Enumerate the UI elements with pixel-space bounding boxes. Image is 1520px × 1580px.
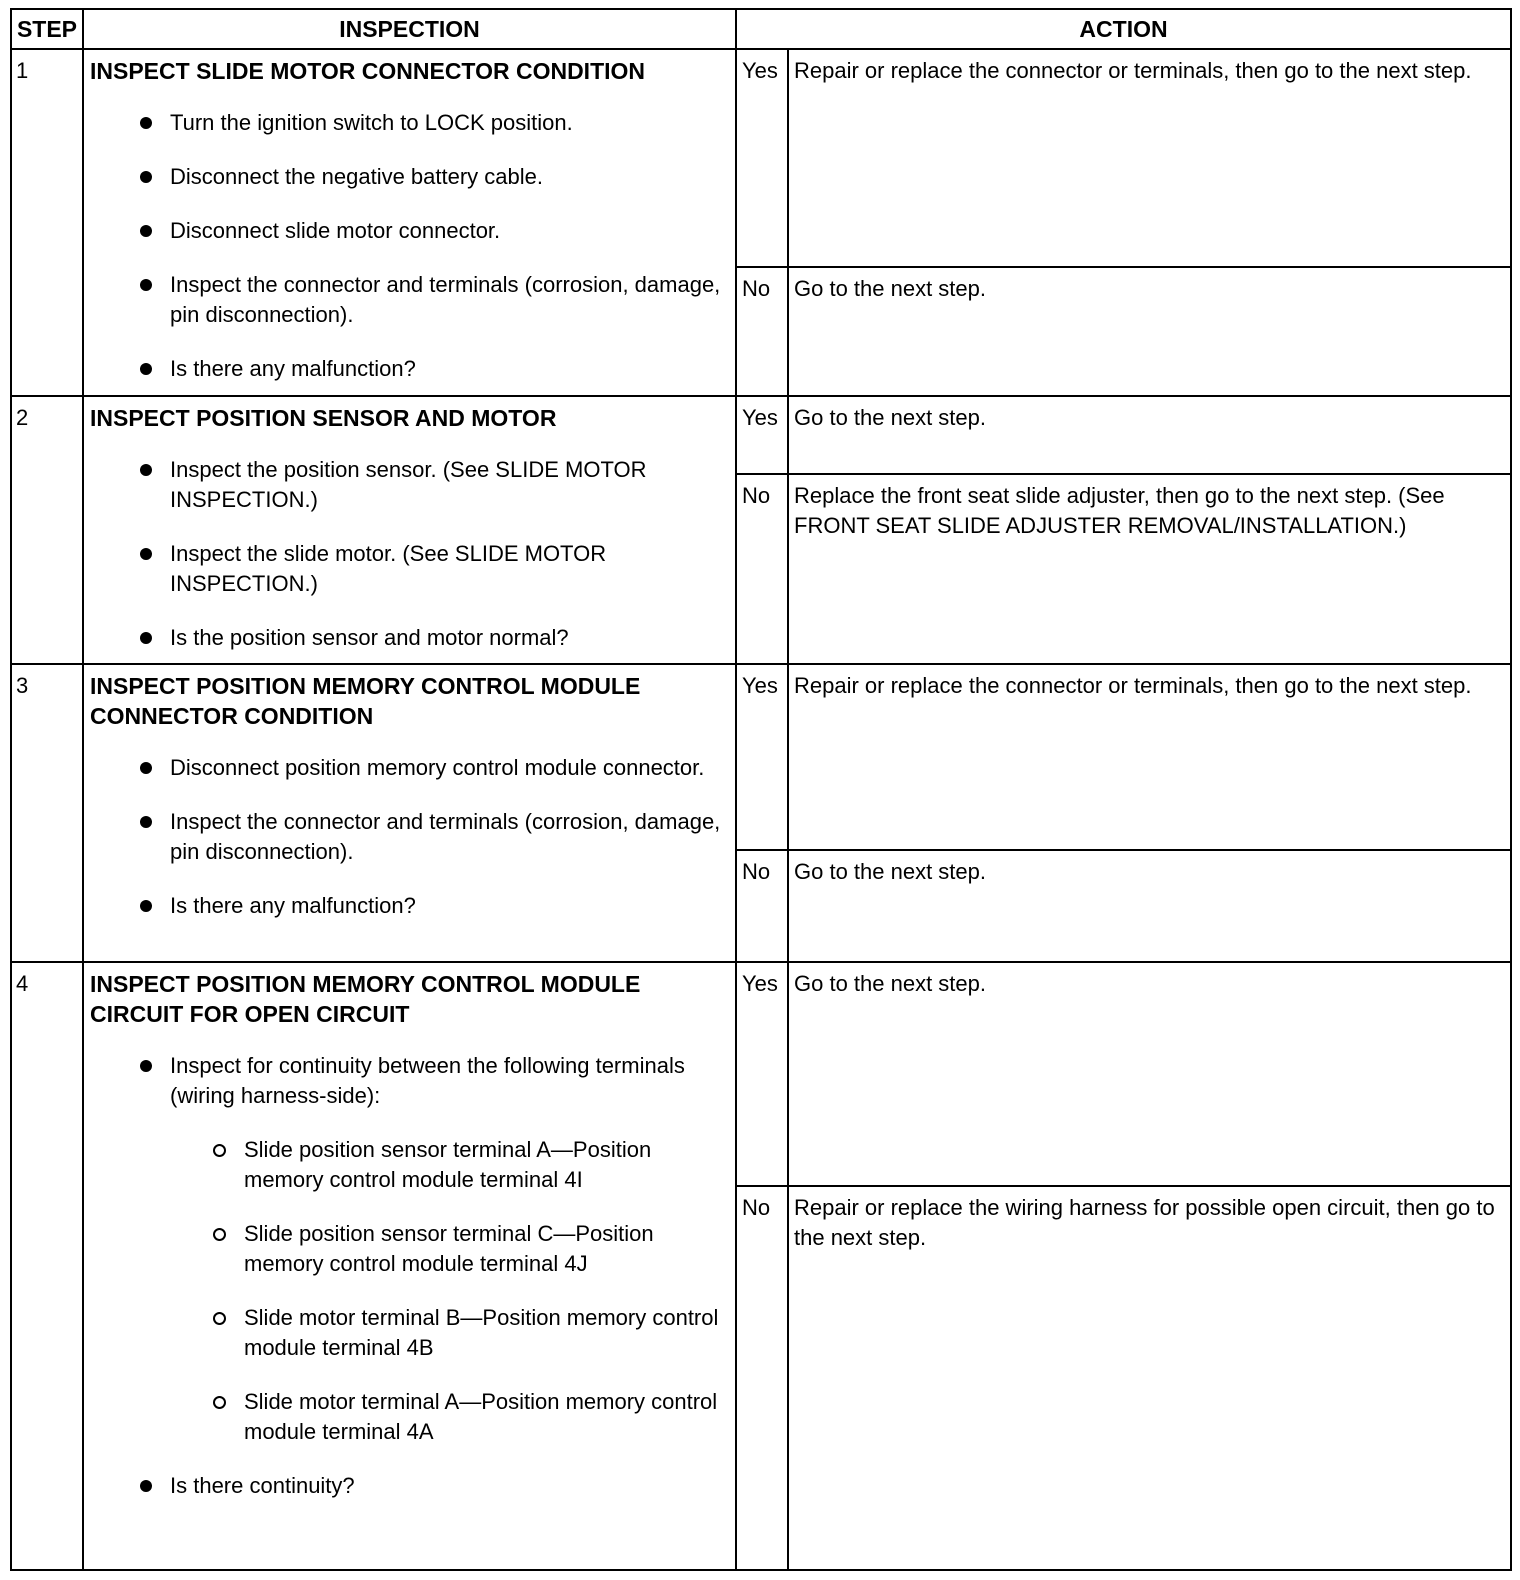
bullet-item: Turn the ignition switch to LOCK position. xyxy=(135,108,727,138)
yes-label: Yes xyxy=(736,396,788,474)
step-number: 3 xyxy=(11,664,83,962)
step-number: 2 xyxy=(11,396,83,664)
bullet-question: Is there any malfunction? xyxy=(135,354,727,384)
terminal-pair-item: Slide position sensor terminal C—Position memory control module terminal 4J xyxy=(210,1219,727,1279)
bullet-item: Inspect the connector and terminals (corrosion, damage, pin disconnection). xyxy=(135,270,727,330)
yes-action: Go to the next step. xyxy=(788,962,1511,1186)
no-action: Repair or replace the wiring harness for possible open circuit, then go to the next step. xyxy=(788,1186,1511,1570)
sub-bullet-icon xyxy=(213,1396,226,1409)
no-action: Go to the next step. xyxy=(788,850,1511,962)
bullet-item: Inspect for continuity between the following terminals (wiring harness-side): Slide position sensor terminal A—Position memory control module terminal 4I Slide position sensor terminal C—Position memory control module terminal 4J Slide motor terminal B—Position memory control module terminal 4B Slide motor terminal A—Position memory control module terminal 4A xyxy=(135,1051,727,1447)
step-4-inspection xyxy=(83,962,736,1570)
header-inspection: INSPECTION xyxy=(83,9,736,49)
yes-action: Repair or replace the connector or terminals, then go to the next step. xyxy=(788,49,1511,267)
step-4-yes-row xyxy=(11,962,1511,1186)
bullet-icon xyxy=(140,816,152,828)
bullet-icon xyxy=(140,117,152,129)
no-label: No xyxy=(736,474,788,664)
no-action: Replace the front seat slide adjuster, then go to the next step. (See FRONT SEAT SLIDE ADJUSTER REMOVAL/INSTALLATION.) xyxy=(788,474,1511,664)
no-action: Go to the next step. xyxy=(788,267,1511,396)
yes-label: Yes xyxy=(736,962,788,1186)
bullet-icon xyxy=(140,464,152,476)
bullet-icon xyxy=(140,225,152,237)
no-label: No xyxy=(736,1186,788,1570)
step-2-yes-row xyxy=(11,396,1511,474)
bullet-question: Is the position sensor and motor normal? xyxy=(135,623,727,653)
bullet-item: Inspect the connector and terminals (corrosion, damage, pin disconnection). xyxy=(135,807,727,867)
bullet-icon xyxy=(140,1480,152,1492)
troubleshooting-sheet xyxy=(10,8,1510,1574)
bullet-item: Inspect the slide motor. (See SLIDE MOTOR INSPECTION.) xyxy=(135,539,727,599)
step-1-inspection xyxy=(83,49,736,396)
no-label: No xyxy=(736,267,788,396)
bullet-list xyxy=(90,455,727,653)
bullet-icon xyxy=(140,632,152,644)
terminal-pair-item: Slide position sensor terminal A—Position memory control module terminal 4I xyxy=(210,1135,727,1195)
bullet-icon xyxy=(140,171,152,183)
bullet-list xyxy=(90,1051,727,1501)
step-title: INSPECT SLIDE MOTOR CONNECTOR CONDITION xyxy=(90,58,646,84)
header-step: STEP xyxy=(11,9,83,49)
bullet-question: Is there any malfunction? xyxy=(135,891,727,921)
bullet-icon xyxy=(140,1060,152,1072)
terminal-pair-list xyxy=(170,1135,727,1447)
yes-label: Yes xyxy=(736,49,788,267)
sub-bullet-icon xyxy=(213,1144,226,1157)
step-number: 4 xyxy=(11,962,83,1570)
bullet-item: Disconnect the negative battery cable. xyxy=(135,162,727,192)
bullet-icon xyxy=(140,279,152,291)
step-number: 1 xyxy=(11,49,83,396)
step-1-yes-row xyxy=(11,49,1511,267)
no-label: No xyxy=(736,850,788,962)
step-title: INSPECT POSITION SENSOR AND MOTOR xyxy=(90,405,557,431)
step-3-yes-row xyxy=(11,664,1511,850)
bullet-icon xyxy=(140,900,152,912)
header-row xyxy=(11,9,1511,49)
sub-bullet-icon xyxy=(213,1312,226,1325)
header-action: ACTION xyxy=(736,9,1511,49)
step-title: INSPECT POSITION MEMORY CONTROL MODULE CIRCUIT FOR OPEN CIRCUIT xyxy=(90,971,641,1027)
yes-label: Yes xyxy=(736,664,788,850)
yes-action: Repair or replace the connector or terminals, then go to the next step. xyxy=(788,664,1511,850)
bullet-question: Is there continuity? xyxy=(135,1471,727,1501)
inspection-table xyxy=(10,8,1512,1571)
bullet-item: Inspect the position sensor. (See SLIDE MOTOR INSPECTION.) xyxy=(135,455,727,515)
bullet-list xyxy=(90,108,727,384)
step-3-inspection xyxy=(83,664,736,962)
bullet-icon xyxy=(140,363,152,375)
step-2-inspection xyxy=(83,396,736,664)
yes-action: Go to the next step. xyxy=(788,396,1511,474)
terminal-pair-item: Slide motor terminal B—Position memory control module terminal 4B xyxy=(210,1303,727,1363)
bullet-item: Disconnect position memory control module connector. xyxy=(135,753,727,783)
bullet-item: Disconnect slide motor connector. xyxy=(135,216,727,246)
sub-bullet-icon xyxy=(213,1228,226,1241)
bullet-list xyxy=(90,753,727,921)
bullet-icon xyxy=(140,762,152,774)
step-title: INSPECT POSITION MEMORY CONTROL MODULE CONNECTOR CONDITION xyxy=(90,673,641,729)
bullet-icon xyxy=(140,548,152,560)
terminal-pair-item: Slide motor terminal A—Position memory control module terminal 4A xyxy=(210,1387,727,1447)
